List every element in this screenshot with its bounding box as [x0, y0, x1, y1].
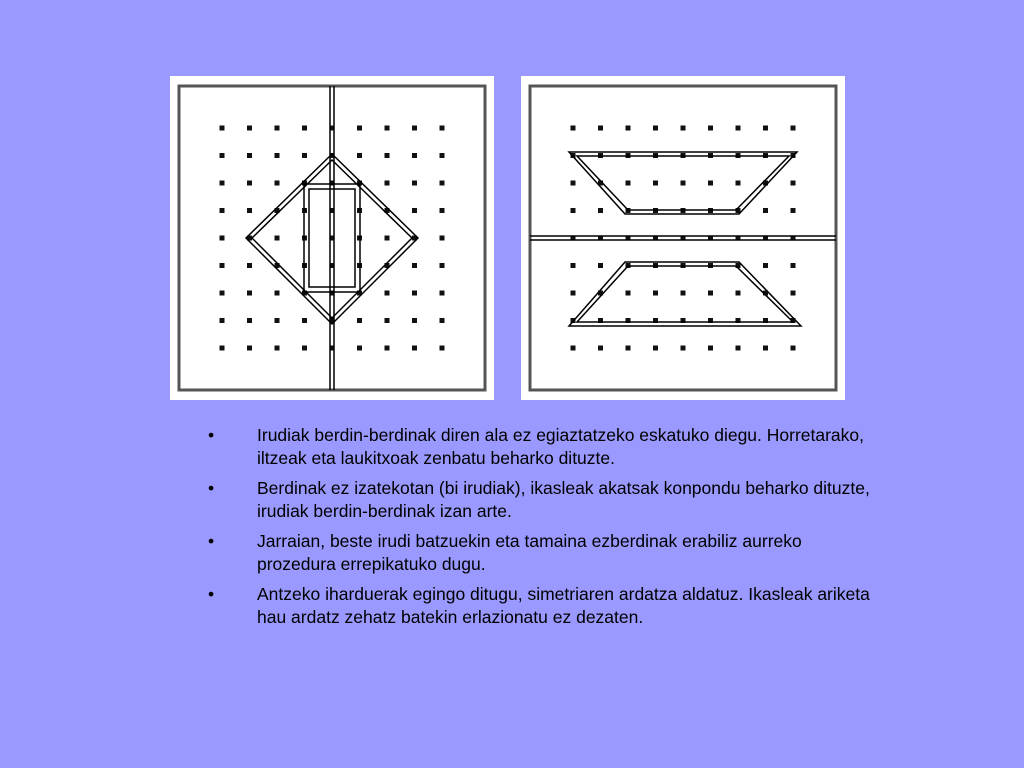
- peg: [440, 263, 445, 268]
- peg: [385, 126, 390, 131]
- peg: [791, 263, 796, 268]
- peg: [385, 318, 390, 323]
- peg: [302, 126, 307, 131]
- peg: [736, 346, 741, 351]
- peg: [220, 126, 225, 131]
- peg: [791, 181, 796, 186]
- peg: [653, 346, 658, 351]
- peg: [220, 318, 225, 323]
- peg: [763, 208, 768, 213]
- peg: [791, 208, 796, 213]
- peg: [385, 291, 390, 296]
- peg: [763, 126, 768, 131]
- peg: [598, 346, 603, 351]
- list-item: [200, 530, 880, 576]
- list-item: [200, 424, 880, 470]
- peg: [412, 126, 417, 131]
- peg: [275, 318, 280, 323]
- peg: [247, 153, 252, 158]
- geoboard-right-drawing: [521, 76, 845, 400]
- peg: [440, 318, 445, 323]
- peg: [626, 291, 631, 296]
- peg: [440, 346, 445, 351]
- peg: [440, 153, 445, 158]
- peg: [275, 236, 280, 241]
- peg: [220, 153, 225, 158]
- peg: [653, 291, 658, 296]
- peg: [736, 126, 741, 131]
- peg: [440, 208, 445, 213]
- peg: [791, 126, 796, 131]
- bullet-text: Antzeko iharduerak egingo ditugu, simetriaren ardatza aldatuz. Ikasleak ariketa hau ardatz zehatz batekin erlazionatu ez dezaten.: [257, 584, 870, 627]
- peg: [385, 181, 390, 186]
- peg: [302, 346, 307, 351]
- bullet-icon: •: [208, 425, 215, 445]
- peg: [275, 126, 280, 131]
- peg: [247, 263, 252, 268]
- peg: [247, 208, 252, 213]
- peg: [626, 346, 631, 351]
- peg: [763, 263, 768, 268]
- peg: [385, 346, 390, 351]
- bullet-icon: •: [208, 478, 215, 498]
- peg: [681, 126, 686, 131]
- peg: [220, 236, 225, 241]
- peg: [681, 181, 686, 186]
- peg: [275, 346, 280, 351]
- peg: [220, 181, 225, 186]
- peg: [571, 291, 576, 296]
- peg: [412, 181, 417, 186]
- peg: [247, 181, 252, 186]
- peg: [275, 291, 280, 296]
- peg: [412, 153, 417, 158]
- peg: [357, 318, 362, 323]
- peg: [681, 346, 686, 351]
- peg-grid: [571, 126, 796, 351]
- geoboard-left: [170, 76, 494, 400]
- peg: [385, 236, 390, 241]
- peg: [357, 346, 362, 351]
- peg: [571, 208, 576, 213]
- peg: [440, 236, 445, 241]
- geoboard-right: [521, 76, 845, 400]
- peg: [220, 263, 225, 268]
- peg: [708, 181, 713, 186]
- list-item: [200, 583, 880, 629]
- peg: [412, 208, 417, 213]
- peg: [791, 346, 796, 351]
- peg: [681, 291, 686, 296]
- peg: [598, 126, 603, 131]
- bullet-text: Irudiak berdin-berdinak diren ala ez egiaztatzeko eskatuko diegu. Horretarako, iltzeak eta laukitxoak zenbatu beharko dituzte.: [257, 425, 865, 468]
- peg: [571, 181, 576, 186]
- peg: [247, 291, 252, 296]
- list-item: [200, 477, 880, 523]
- peg: [412, 291, 417, 296]
- peg: [247, 318, 252, 323]
- geoboard-left-drawing: [170, 76, 494, 400]
- peg: [247, 346, 252, 351]
- peg: [763, 346, 768, 351]
- bullet-list: [200, 424, 880, 636]
- peg: [571, 126, 576, 131]
- peg: [626, 181, 631, 186]
- peg: [440, 291, 445, 296]
- peg: [791, 291, 796, 296]
- peg: [220, 208, 225, 213]
- peg: [412, 263, 417, 268]
- peg: [653, 181, 658, 186]
- peg: [598, 263, 603, 268]
- peg: [653, 126, 658, 131]
- peg: [385, 153, 390, 158]
- peg: [736, 291, 741, 296]
- peg: [357, 126, 362, 131]
- peg: [708, 291, 713, 296]
- peg: [302, 153, 307, 158]
- peg: [247, 126, 252, 131]
- peg: [440, 126, 445, 131]
- peg: [275, 181, 280, 186]
- peg: [708, 126, 713, 131]
- peg: [571, 263, 576, 268]
- peg: [440, 181, 445, 186]
- peg: [626, 126, 631, 131]
- peg: [571, 346, 576, 351]
- peg: [357, 153, 362, 158]
- peg: [598, 208, 603, 213]
- peg: [708, 346, 713, 351]
- peg: [736, 181, 741, 186]
- peg: [220, 346, 225, 351]
- peg: [412, 318, 417, 323]
- bullet-icon: •: [208, 584, 215, 604]
- peg: [412, 346, 417, 351]
- bullet-text: Jarraian, beste irudi batzuekin eta tamaina ezberdinak erabiliz aurreko prozedura errepikatuko dugu.: [257, 531, 802, 574]
- bullet-text: Berdinak ez izatekotan (bi irudiak), ikasleak akatsak konpondu beharko dituzte, irudiak berdin-berdinak izan arte.: [257, 478, 870, 521]
- peg: [302, 318, 307, 323]
- bullet-icon: •: [208, 531, 215, 551]
- peg: [275, 153, 280, 158]
- peg: [220, 291, 225, 296]
